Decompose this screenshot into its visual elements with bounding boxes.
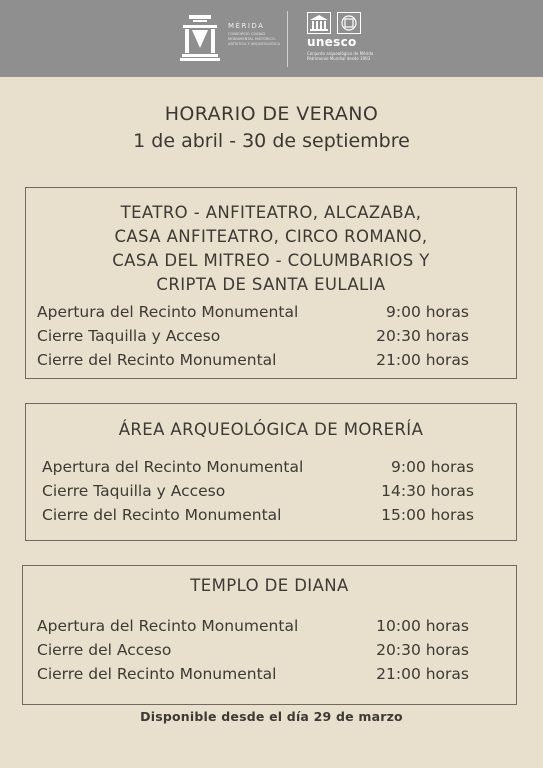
unesco-temple-icon [307,12,331,34]
schedule-time: 9:00 horas [391,458,474,476]
schedule-label: Cierre del Recinto Monumental [37,665,277,683]
merida-name: MÉRIDA [228,22,265,30]
title-block [0,103,543,152]
merida-logo-icon [180,14,220,62]
schedule-time: 20:30 horas [376,641,469,659]
schedule-label: Cierre Taquilla y Acceso [42,482,226,500]
section-moreria [25,403,517,541]
schedule-time: 20:30 horas [376,327,469,345]
section-title-line: ÁREA ARQUEOLÓGICA DE MORERÍA [118,420,424,439]
schedule-label: Cierre del Recinto Monumental [37,351,277,369]
merida-subtitle: CONSORCIO CIUDAD MONUMENTAL HISTÓRICO-ARTÍSTICA Y ARQUEOLÓGICA [228,32,280,46]
unesco-wordmark: unesco [307,35,357,49]
unesco-subtitle: Conjunto arqueológico de Mérida Patrimonio Mundial desde 1993 [307,51,374,61]
schedule-label: Apertura del Recinto Monumental [37,617,299,635]
section-title [26,418,516,442]
header-bar [0,0,543,77]
section-title [26,201,516,297]
schedule-time: 10:00 horas [376,617,469,635]
schedule-label: Apertura del Recinto Monumental [42,458,304,476]
schedule-label: Cierre Taquilla y Acceso [37,327,221,345]
schedule-label: Cierre del Recinto Monumental [42,506,282,524]
schedule-time: 9:00 horas [386,303,469,321]
schedule-label: Cierre del Acceso [37,641,172,659]
section-title-line: CRIPTA DE SANTA EULALIA [156,275,386,294]
section-teatro [25,187,517,379]
section-title-line: TEATRO - ANFITEATRO, ALCAZABA, [120,203,422,222]
schedule-time: 14:30 horas [381,482,474,500]
page-title: HORARIO DE VERANO [164,103,379,125]
section-title-line: TEMPLO DE DIANA [190,576,349,595]
schedule-label: Apertura del Recinto Monumental [37,303,299,321]
section-title-line: CASA DEL MITREO - COLUMBARIOS Y [112,251,430,270]
schedule-time: 15:00 horas [381,506,474,524]
header-divider [287,11,288,67]
world-heritage-icon [337,12,361,34]
merida-wordmark [228,23,288,47]
section-templo-diana [22,565,517,705]
schedule-time: 21:00 horas [376,351,469,369]
date-range: 1 de abril - 30 de septiembre [133,130,410,152]
section-title-line: CASA ANFITEATRO, CIRCO ROMANO, [114,227,428,246]
schedule-time: 21:00 horas [376,665,469,683]
section-title [23,574,516,598]
availability-note: Disponible desde el día 29 de marzo [140,709,403,724]
